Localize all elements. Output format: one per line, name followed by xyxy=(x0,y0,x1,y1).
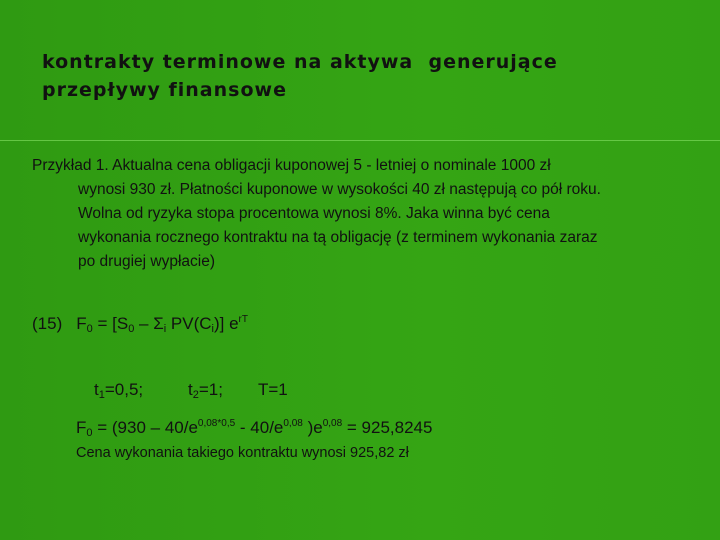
calculation-line xyxy=(76,412,432,445)
calc-exp-3: 0,08 xyxy=(322,418,343,429)
param-t2 xyxy=(188,378,258,407)
formula-number: (15) xyxy=(32,314,63,333)
calc-exp-2: 0,08 xyxy=(283,418,303,429)
calc-f: F xyxy=(76,418,87,437)
title-line-2: przepływy finansowe xyxy=(42,79,287,101)
formula-close: )] e xyxy=(213,314,239,333)
title-divider xyxy=(0,140,720,141)
formula-sum-sub: i xyxy=(163,323,167,335)
example-line-2: wynosi 930 zł. Płatności kuponowe w wysokości 40 zł następują co pół roku. xyxy=(78,181,601,198)
formula-f-sub: 0 xyxy=(86,323,93,335)
param-t1-symbol: t xyxy=(94,380,99,399)
formula-f: F xyxy=(76,314,87,333)
result-text: Cena wykonania takiego kontraktu wynosi 925,82 zł xyxy=(76,445,409,461)
formula-pv: PV(C xyxy=(166,314,212,333)
time-parameters xyxy=(94,378,288,407)
example-line-5: po drugiej wypłacie) xyxy=(78,253,215,270)
calc-exp-1: 0,08*0,5 xyxy=(197,418,236,429)
param-t1-sub: 1 xyxy=(98,389,105,401)
calc-f-sub: 0 xyxy=(86,427,93,439)
forward-price-formula xyxy=(32,308,248,341)
formula-exponent: rT xyxy=(238,314,248,325)
example-line-4: wykonania rocznego kontraktu na tą obligację (z terminem wykonania zaraz xyxy=(78,229,598,246)
calc-part-3: )e xyxy=(302,418,323,437)
formula-eq-open: = [S xyxy=(92,314,129,333)
param-t1 xyxy=(94,378,188,407)
calc-part-4: = 925,8245 xyxy=(342,418,433,437)
param-t1-value: =0,5; xyxy=(104,380,144,399)
param-T: T=1 xyxy=(258,380,288,399)
slide-title xyxy=(42,48,682,104)
example-paragraph xyxy=(32,154,702,274)
formula-s-sub: 0 xyxy=(128,323,135,335)
example-line-3: Wolna od ryzyka stopa procentowa wynosi 8%. Jaka winna być cena xyxy=(78,205,550,222)
param-t2-value: =1; xyxy=(198,380,223,399)
param-t2-sub: 2 xyxy=(192,389,199,401)
calc-part-1: = (930 – 40/e xyxy=(92,418,198,437)
title-line-1: kontrakty terminowe na aktywa generujące xyxy=(42,51,558,73)
calc-part-2: - 40/e xyxy=(235,418,284,437)
formula-c-sub: i xyxy=(211,323,214,335)
param-t2-symbol: t xyxy=(188,380,193,399)
example-line-1: Przykład 1. Aktualna cena obligacji kuponowej 5 - letniej o nominale 1000 zł xyxy=(32,157,551,174)
formula-minus-sum: – Σ xyxy=(134,314,164,333)
